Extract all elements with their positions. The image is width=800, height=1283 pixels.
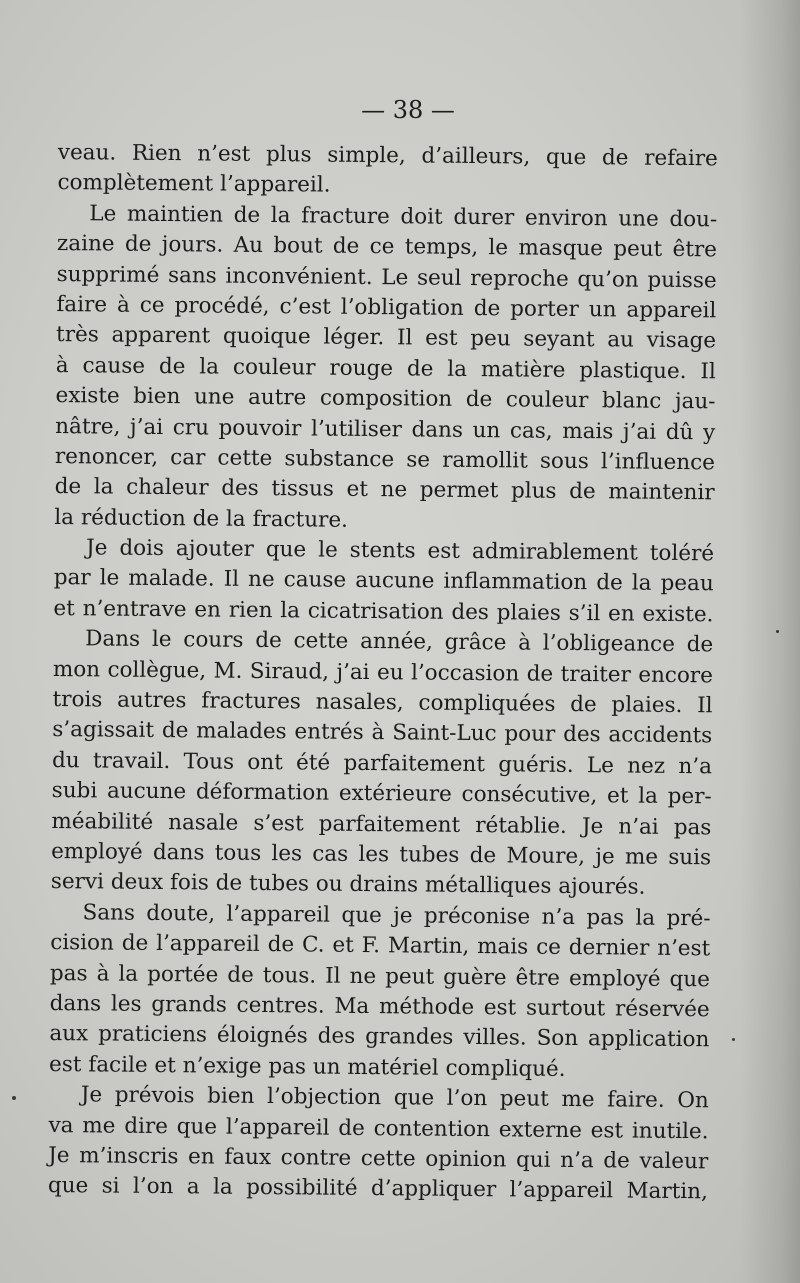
text-line: Je dois ajouter que le stents est admirablement toléré [85, 535, 715, 567]
text-line: trois autres fractures nasales, compliquées de plaies. Il [52, 687, 713, 719]
text-line: employé dans tous les cas les tubes de Moure, je me suis [51, 838, 712, 871]
text-line: cision de l’appareil de C. et F. Martin, mais ce dernier n’est [50, 930, 711, 962]
text-line: renoncer, car cette substance se ramollit sous l’influence [54, 443, 716, 476]
ink-speck [12, 1096, 16, 1100]
text-line: du travail. Tous ont été parfaitement guéris. Le nez n’a [51, 747, 713, 780]
text-line: Dans le cours de cette année, grâce à l’obligeance de [85, 626, 714, 658]
ink-speck [776, 630, 779, 633]
text-line: de la chaleur des tissus et ne permet plus de maintenir [54, 474, 715, 506]
text-line: existe bien une autre composition de couleur blanc jau- [55, 383, 716, 415]
text-line: dans les grands centres. Ma méthode est surtout réservée [49, 990, 710, 1023]
text-line: supprimé sans inconvénient. Le seul reproche qu’on puisse [56, 261, 717, 293]
text-line: Le maintien de la fracture doit durer environ une dou- [89, 201, 718, 233]
text-line: Sans doute, l’appareil que je préconise n’a pas la pré- [82, 900, 711, 932]
page-number: — 38 — [361, 96, 455, 124]
text-line: aux praticiens éloignés des grandes villes. Son application [49, 1021, 710, 1053]
ink-speck [732, 1038, 735, 1041]
page-edge-shadow [740, 0, 800, 1283]
text-line: que si l’on a la possibilité d’appliquer l’appareil Martin, [47, 1173, 709, 1205]
text-line: pas à la portée de tous. Il ne peut guère être employé que [49, 960, 711, 992]
text-line: s’agissait de malades entrés à Saint-Luc pour des accidents [52, 717, 713, 749]
text-line: va me dire que l’appareil de contention externe est inutile. [48, 1112, 709, 1144]
text-line: Je prévois bien l’objection que l’on peut me faire. On [80, 1082, 709, 1114]
text-line: complètement l’appareil. [57, 170, 331, 199]
text-line: par le malade. Il ne cause aucune inflammation de la peau [53, 565, 714, 597]
text-line: et n’entrave en rien la cicatrisation des plaies s’il en existe. [53, 595, 714, 628]
text-line: mon collègue, M. Siraud, j’ai eu l’occasion de traiter encore [52, 656, 713, 688]
text-line: la réduction de la fracture. [54, 504, 349, 533]
text-line: servi deux fois de tubes ou drains métalliques ajourés. [50, 869, 646, 901]
text-line: nâtre, j’ai cru pouvoir l’utiliser dans un cas, mais j’ai dû y [55, 413, 716, 445]
text-line: à cause de la couleur rouge de la matière plastique. Il [55, 352, 716, 385]
text-line: Je m’inscris en faux contre cette opinion qui n’a de valeur [48, 1142, 709, 1175]
body-text [48, 138, 718, 1208]
text-line: très apparent quoique léger. Il est peu seyant au visage [55, 322, 717, 354]
text-line: faire à ce procédé, c’est l’obligation de porter un appareil [56, 291, 717, 324]
text-line: subi aucune déformation extérieure consécutive, et la per- [51, 778, 712, 810]
text-line: veau. Rien n’est plus simple, d’ailleurs, que de refaire [57, 139, 718, 172]
text-line: méabilité nasale s’est parfaitement rétablie. Je n’ai pas [51, 808, 712, 840]
text-line: est facile et n’exige pas un matériel compliqué. [48, 1051, 566, 1082]
text-line: zaine de jours. Au bout de ce temps, le masque peut être [56, 231, 718, 263]
